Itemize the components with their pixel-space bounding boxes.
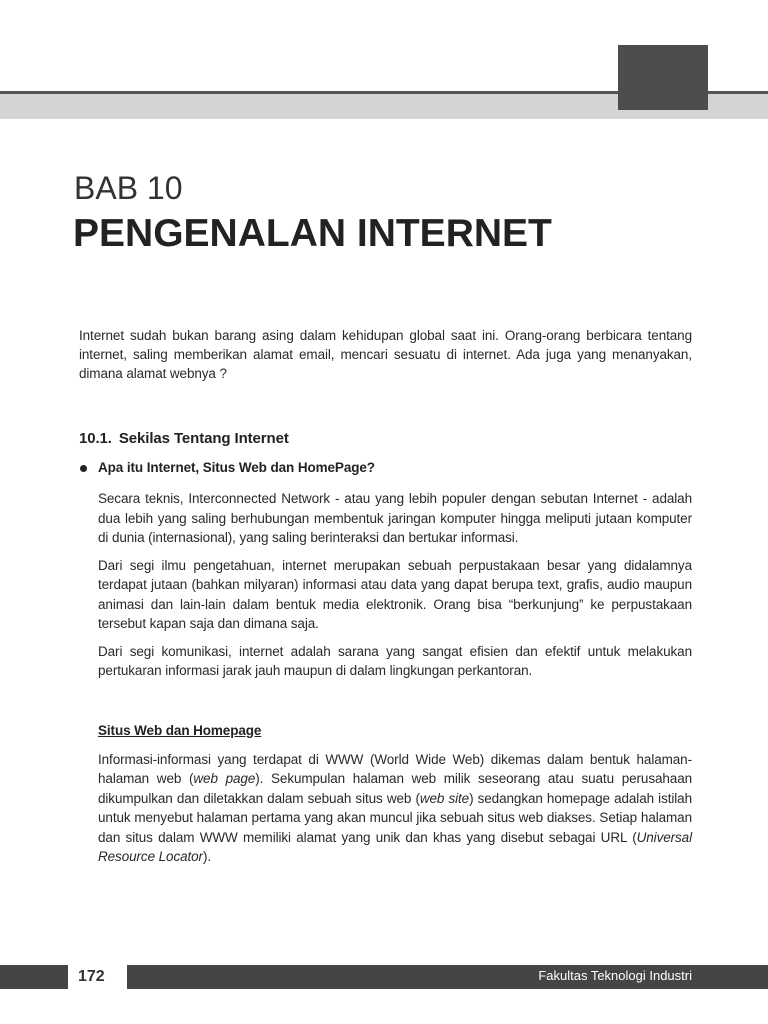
- page-number-box: [68, 965, 126, 989]
- text-segment: ) sedangkan homepage adalah istilah untuk menyebut halaman pertama yang akan muncul jika sebuah situs web diakses. Setiap halaman dan situs dalam WWW memiliki alamat yang unik dan khas yang disebut sebagai URL (: [98, 790, 692, 845]
- paragraph-definition: Secara teknis, Interconnected Network - atau yang lebih populer dengan sebutan Internet - adalah dua lebih yang saling berhubungan membentuk jaringan komputer hingga meliputi jutaan komputer di dunia (internasional), yang saling berinteraksi dan bertukar informasi.: [98, 491, 692, 545]
- bullet-icon: [80, 465, 87, 472]
- section-heading: [79, 429, 692, 449]
- bullet-item: [79, 459, 692, 477]
- italic-term: Universal Resource Locator: [98, 829, 692, 864]
- footer-band-left: [0, 965, 68, 989]
- text-segment: Informasi-informasi yang terdapat di WWW (World Wide Web) dikemas dalam bentuk halaman-halaman web (: [98, 751, 692, 786]
- italic-term: web page: [193, 771, 256, 786]
- text-segment: ).: [202, 849, 212, 864]
- section-title: Sekilas Tentang Internet: [118, 430, 289, 447]
- intro-paragraph: Internet sudah bukan barang asing dalam kehidupan global saat ini. Orang-orang berbicara tentang internet, saling memberikan alamat email, mencari sesuatu di internet. Ada juga yang menanyakan, dimana alamat webnya ?: [79, 328, 692, 381]
- footer-band-right: [127, 965, 768, 989]
- bullet-question: Apa itu Internet, Situs Web dan HomePage?: [98, 460, 375, 475]
- page-number: 172: [78, 968, 105, 985]
- chapter-title: PENGENALAN INTERNET: [73, 212, 552, 255]
- paragraph-situs-web: [98, 750, 692, 867]
- footer-faculty: Fakultas Teknologi Industri: [538, 968, 692, 983]
- page-footer: [0, 965, 768, 989]
- chapter-label: BAB 10: [74, 170, 183, 206]
- chapter-tab-marker: [618, 45, 708, 110]
- page-content: [79, 326, 692, 867]
- subheading-situs-web: Situs Web dan Homepage: [98, 722, 262, 738]
- paragraph-knowledge: Dari segi ilmu pengetahuan, internet merupakan sebuah perpustakaan besar yang didalamnya terdapat jutaan (bahkan milyaran) informasi atau data yang dapat berupa text, grafis, audio maupun animasi dan lain-lain dalam bentuk media elektronik. Orang bisa “berkunjung” ke perpustakaan tersebut kapan saja dan dimana saja.: [98, 557, 692, 631]
- section-number: 10.1.: [79, 430, 112, 447]
- paragraph-communication: Dari segi komunikasi, internet adalah sarana yang sangat efisien dan efektif untuk melakukan pertukaran informasi jarak jauh maupun di dalam lingkungan perkantoran.: [98, 643, 692, 678]
- text-segment: ). Sekumpulan halaman web milik seseorang atau suatu perusahaan dikumpulkan dan diletakkan dalam sebuah situs web (: [98, 771, 693, 806]
- italic-term: web site: [419, 790, 470, 806]
- bullet-body: [98, 489, 692, 867]
